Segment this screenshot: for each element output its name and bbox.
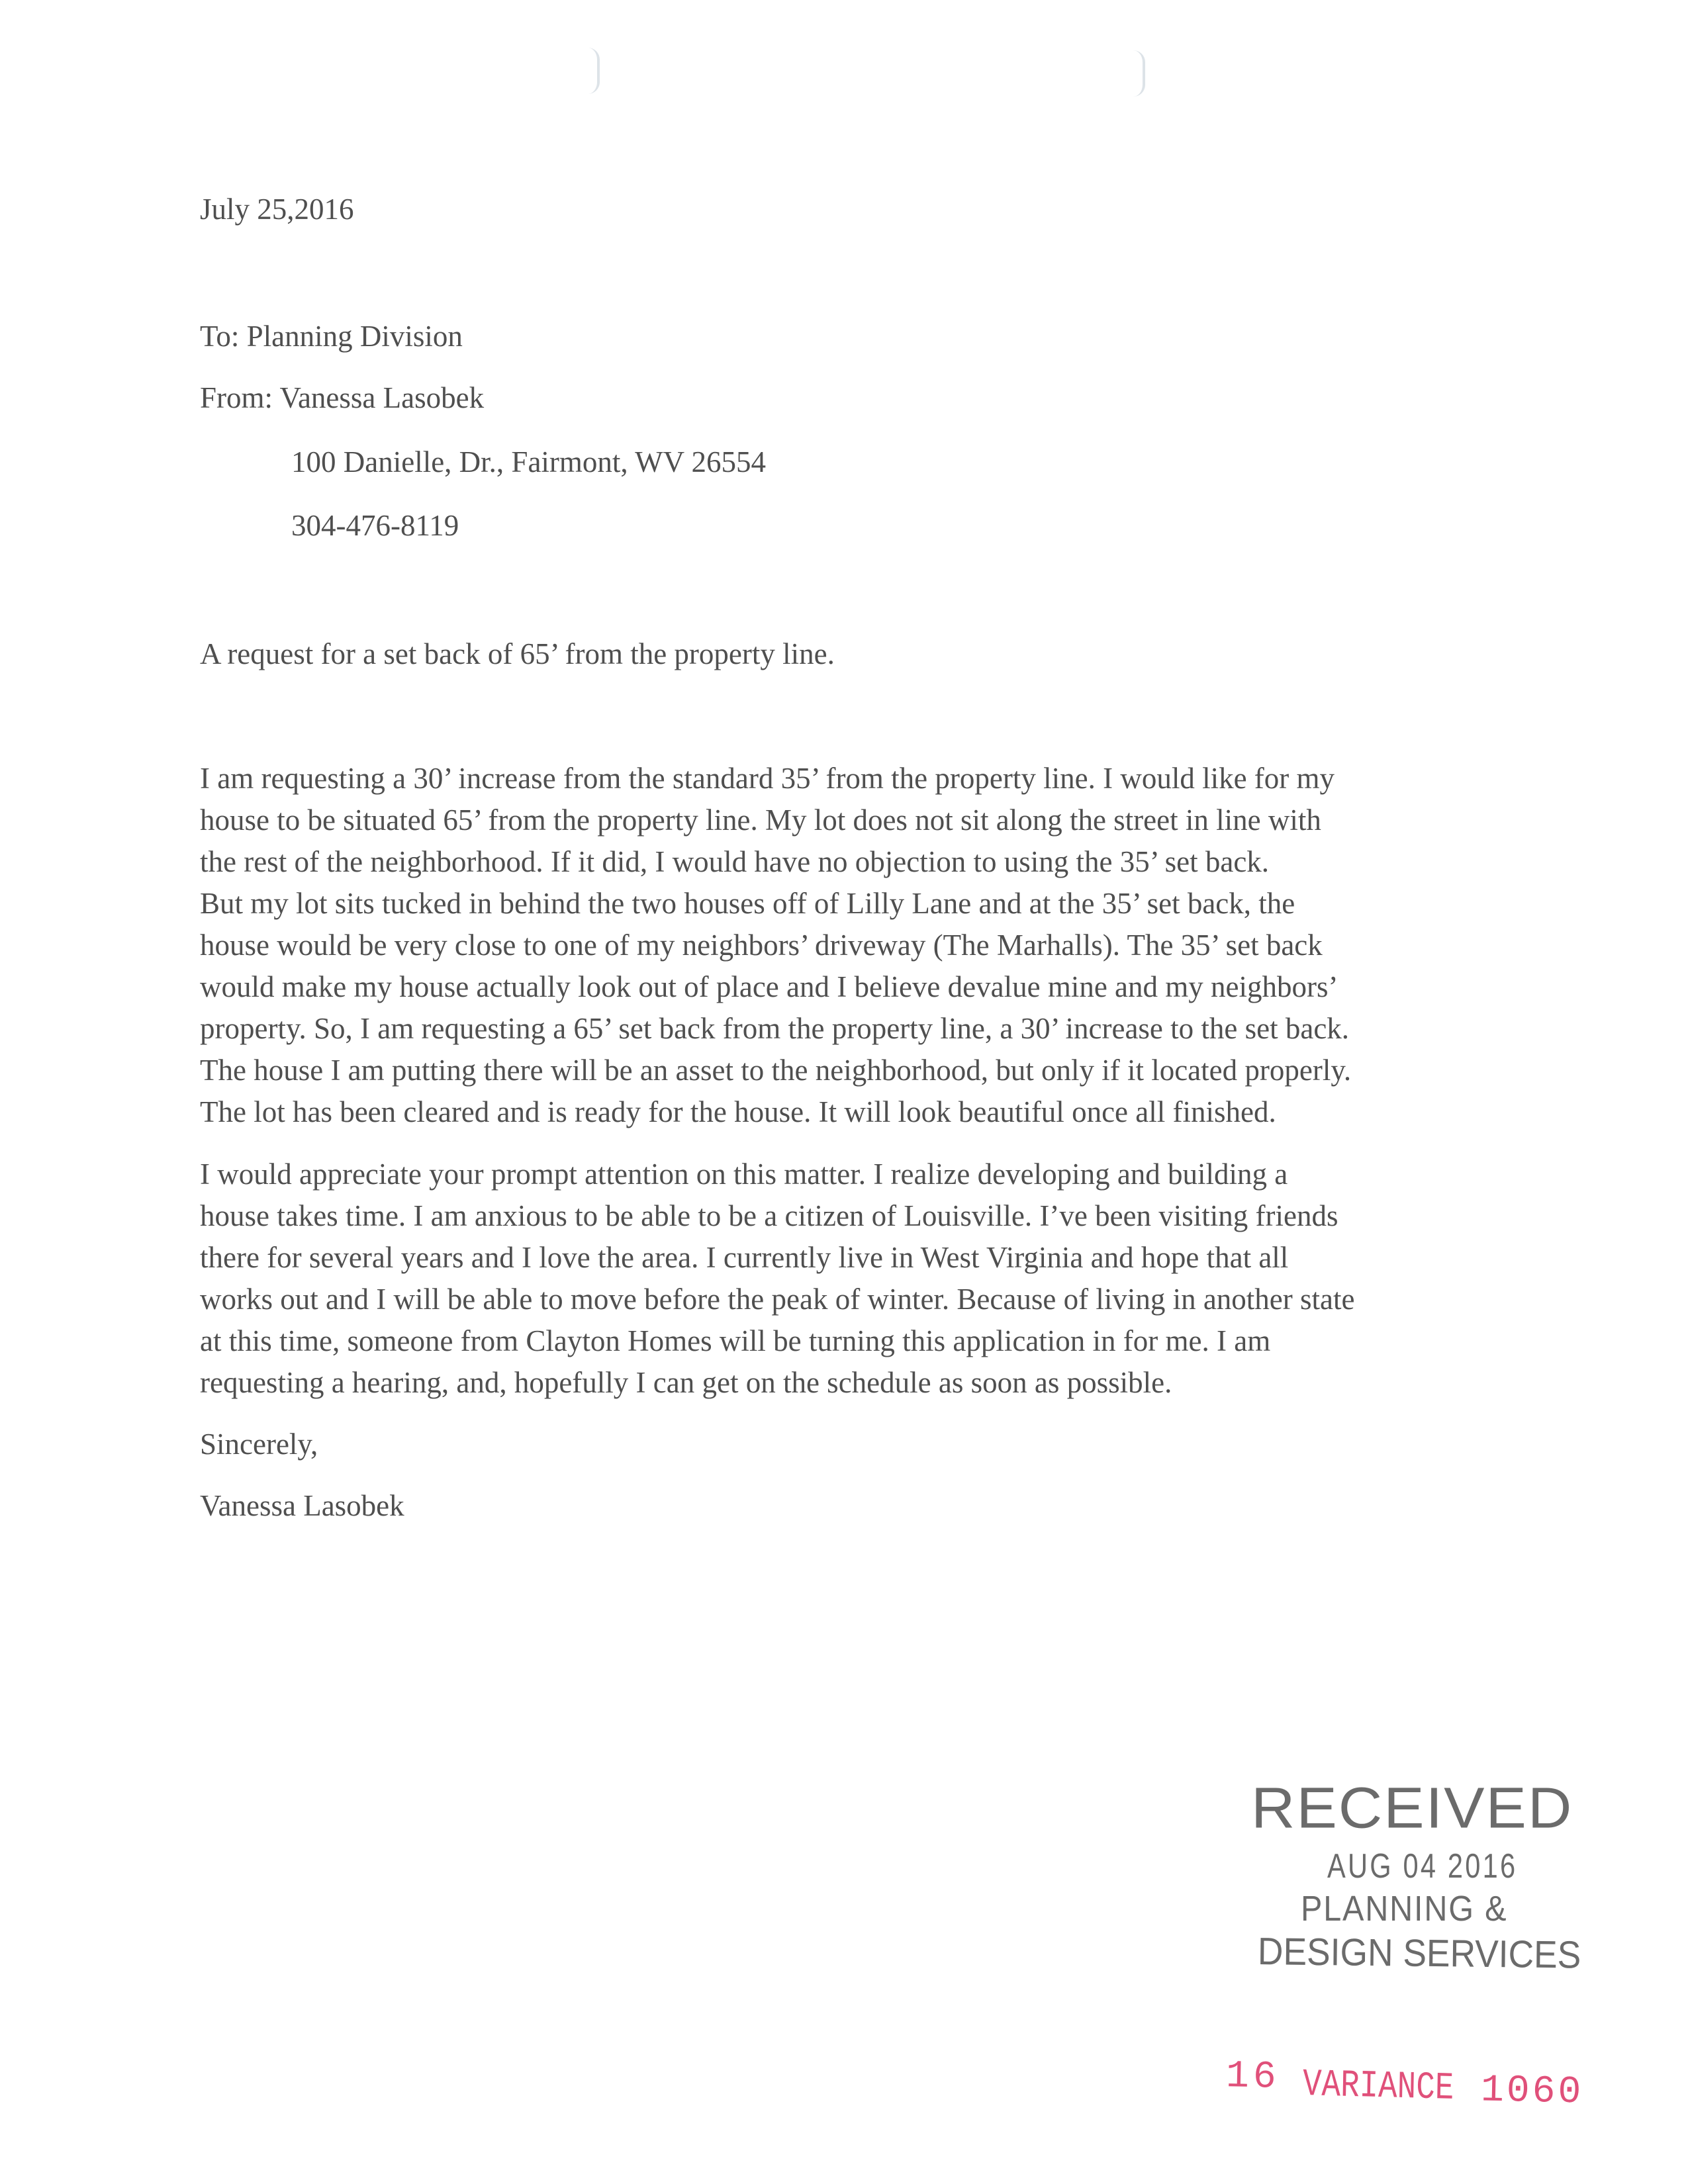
paragraph-line: The lot has been cleared and is ready for the house. It will look beautiful once all finished. [200,1095,1276,1128]
paragraph-line: property. So, I am requesting a 65’ set back from the property line, a 30’ increase to the set back. [200,1012,1350,1045]
body-paragraph-1 [200,758,1497,1133]
letter-date: July 25,2016 [200,193,354,226]
paragraph-line: works out and I will be able to move before the peak of winter. Because of living in another state [200,1283,1355,1316]
case-type: VARIANCE [1302,2064,1454,2111]
paragraph-line: I would appreciate your prompt attention on this matter. I realize developing and building a [200,1158,1288,1191]
received-stamp-title: RECEIVED [1251,1776,1573,1841]
case-year: 16 [1225,2055,1281,2099]
paragraph-line: house to be situated 65’ from the property line. My lot does not sit along the street in line with [200,803,1321,837]
body-paragraph-2 [200,1154,1497,1404]
signature-name: Vanessa Lasobek [200,1489,404,1522]
received-stamp-dept-line2: DESIGN SERVICES [1257,1930,1581,1977]
paragraph-line: But my lot sits tucked in behind the two houses off of Lilly Lane and at the 35’ set back, the [200,887,1295,920]
closing: Sincerely, [200,1428,318,1461]
paragraph-line: house takes time. I am anxious to be able to be a citizen of Louisville. I’ve been visiting friends [200,1199,1338,1232]
paragraph-line: house would be very close to one of my neighbors’ driveway (The Marhalls). The 35’ set back [200,929,1323,962]
case-number: 1060 [1480,2069,1584,2115]
sender-address: 100 Danielle, Dr., Fairmont, WV 26554 [291,445,767,478]
paragraph-line: there for several years and I love the area. I currently live in West Virginia and hope that all [200,1241,1289,1274]
received-stamp-date: AUG 04 2016 [1327,1847,1518,1886]
subject-line: A request for a set back of 65’ from the property line. [200,637,835,670]
paragraph-line: the rest of the neighborhood. If it did, I would have no objection to using the 35’ set back. [200,845,1270,878]
paragraph-line: The house I am putting there will be an asset to the neighborhood, but only if it located properly. [200,1054,1352,1087]
paragraph-line: I am requesting a 30’ increase from the standard 35’ from the property line. I would like for my [200,762,1335,795]
sender-line: From: Vanessa Lasobek [200,381,485,414]
paragraph-line: requesting a hearing, and, hopefully I can get on the schedule as soon as possible. [200,1366,1172,1399]
paragraph-line: at this time, someone from Clayton Homes will be turning this application in for me. I am [200,1324,1271,1357]
punch-hole-mark-right [1133,50,1145,97]
punch-hole-mark-left [588,48,600,94]
received-stamp-dept-line1: PLANNING & [1301,1889,1508,1929]
paragraph-line: would make my house actually look out of place and I believe devalue mine and my neighbors’ [200,970,1338,1003]
recipient-line: To: Planning Division [200,320,463,353]
sender-phone: 304-476-8119 [291,509,459,542]
